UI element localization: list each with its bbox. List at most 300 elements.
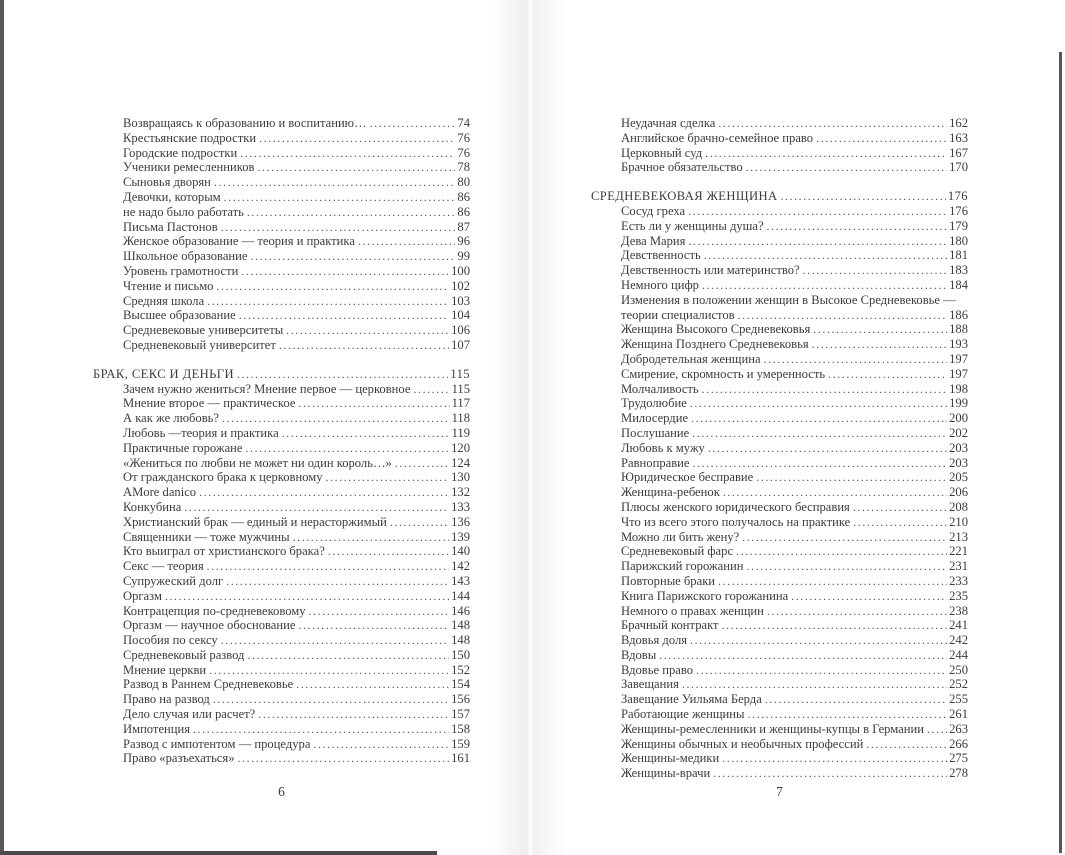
dot-leader <box>705 146 947 161</box>
toc-entry-title: Добродетельная женщина <box>621 351 761 366</box>
toc-entry-page: 255 <box>949 692 968 707</box>
toc-entry-page: 244 <box>949 647 968 662</box>
toc-entry-title: Женщины-врачи <box>621 766 711 781</box>
dot-leader <box>241 264 449 279</box>
dot-leader <box>746 160 947 175</box>
toc-entry-title: Женщины-ремесленники и женщины-купцы в Германии <box>621 721 924 736</box>
toc-entry-page: 154 <box>451 677 470 692</box>
toc-entry-title: Девственность или материнство? <box>621 263 800 278</box>
toc-entry <box>591 751 968 766</box>
toc-entry-title: Супружеский долг <box>123 573 224 588</box>
dot-leader <box>828 367 947 382</box>
toc-entry-title: Пособия по сексу <box>123 633 218 648</box>
toc-entry <box>591 337 968 352</box>
toc-entry-page: 261 <box>949 707 968 722</box>
dot-leader <box>239 308 449 323</box>
toc-entry-page: 96 <box>457 234 470 249</box>
toc-entry <box>93 633 470 648</box>
toc-entry-title: А как же любовь? <box>123 411 219 426</box>
dot-leader <box>704 248 947 263</box>
toc-entry <box>591 131 968 146</box>
toc-entry-title: Конкубина <box>123 499 182 514</box>
toc-entry-title: Работающие женщины <box>621 707 745 722</box>
toc-entry-title: Оргазм — научное обоснование <box>123 618 296 633</box>
toc-entry-page: 142 <box>451 559 470 574</box>
toc-entry-title: Парижский горожанин <box>621 559 744 574</box>
dot-leader <box>258 707 449 722</box>
toc-entry-title: От гражданского брака к церковному <box>123 470 323 485</box>
toc-entry-page: 203 <box>949 455 968 470</box>
right-page <box>530 0 1059 855</box>
toc-entry-title: Вдовья доля <box>621 633 688 648</box>
toc-entry-page: 210 <box>949 514 968 529</box>
dot-leader <box>853 500 947 515</box>
toc-entry-page: 132 <box>451 485 470 500</box>
toc-entry <box>93 485 470 500</box>
toc-entry-page: 188 <box>949 322 968 337</box>
toc-entry <box>93 116 470 131</box>
toc-entry-page: 136 <box>451 514 470 529</box>
toc-entry-page: 233 <box>949 573 968 588</box>
dot-leader <box>199 485 449 500</box>
dot-leader <box>207 294 449 309</box>
toc-entry-title: Неудачная сделка <box>621 116 716 130</box>
toc-entry-page: 197 <box>949 366 968 381</box>
toc-entry <box>93 308 470 323</box>
toc-entry-title: Практичные горожане <box>123 440 243 455</box>
book-edge-bottom <box>0 851 437 855</box>
dot-leader <box>702 278 947 293</box>
toc-entry <box>93 663 470 678</box>
toc-entry <box>591 441 968 456</box>
toc-entry <box>93 411 470 426</box>
toc-entry <box>93 234 470 249</box>
toc-entry <box>93 205 470 220</box>
toc-entry-title: Церковный суд <box>621 145 703 160</box>
toc-entry-title: Развод с импотентом — процедура <box>123 736 311 751</box>
dot-leader <box>682 677 947 692</box>
toc-entry <box>591 766 968 781</box>
toc-entry-title: Девочки, которым <box>123 189 221 204</box>
toc-entry-page: 181 <box>949 248 968 263</box>
toc-entry <box>591 308 968 323</box>
toc-entry <box>591 692 968 707</box>
dot-leader <box>222 411 450 426</box>
toc-entry <box>591 737 968 752</box>
toc-entry-page: 180 <box>949 233 968 248</box>
dot-leader <box>690 633 947 648</box>
toc-entry <box>591 677 968 692</box>
dot-leader <box>702 382 947 397</box>
toc-entry-page: 193 <box>949 337 968 352</box>
toc-entry-title: Средневековые университеты <box>123 323 284 338</box>
toc-entry-page: 74 <box>457 116 470 130</box>
toc-section-header-page: 115 <box>450 366 470 381</box>
dot-leader <box>816 131 947 146</box>
toc-entry-page: 99 <box>457 249 470 264</box>
toc-entry-title: Школьное образование <box>123 249 248 264</box>
toc-entry <box>591 559 968 574</box>
toc-entry <box>93 515 470 530</box>
toc-entry-title: Контрацепция по-средневековому <box>123 603 306 618</box>
dot-leader <box>688 204 947 219</box>
toc-entry-title: Девственность <box>621 248 701 263</box>
toc-entry-page: 231 <box>949 559 968 574</box>
toc-entry-page: 139 <box>451 529 470 544</box>
toc-entry-page: 159 <box>451 736 470 751</box>
toc-entry-page: 203 <box>949 440 968 455</box>
toc-entry-title: Женщина Высокого Средневековья <box>621 322 811 337</box>
toc-entry-page: 235 <box>949 588 968 603</box>
toc-entry-title: Дева Мария <box>621 233 686 248</box>
dot-leader <box>813 322 947 337</box>
toc-entry <box>93 559 470 574</box>
toc-entry <box>591 544 968 559</box>
toc-entry-title: Женщина-ребенок <box>621 485 720 500</box>
toc-entry-title: Книга Парижского горожанина <box>621 588 789 603</box>
toc-entry <box>591 146 968 161</box>
toc-entry <box>591 396 968 411</box>
toc-entry-title: Христианский брак — единый и нерасторжимый <box>123 514 387 529</box>
toc-entry-page: 130 <box>451 470 470 485</box>
toc-entry-page: 278 <box>949 766 968 781</box>
dot-leader <box>279 338 449 353</box>
toc-right <box>591 116 968 781</box>
dot-leader <box>691 411 947 426</box>
toc-entry <box>591 293 968 308</box>
dot-leader <box>413 382 449 397</box>
toc-entry <box>591 382 968 397</box>
toc-entry-page: 102 <box>451 278 470 293</box>
toc-entry <box>93 648 470 663</box>
dot-leader <box>688 234 947 249</box>
toc-entry <box>591 515 968 530</box>
toc-entry-title: Импотенция <box>123 721 191 736</box>
dot-leader <box>370 116 456 131</box>
toc-entry <box>591 367 968 382</box>
dot-leader <box>328 544 449 559</box>
dot-leader <box>692 426 947 441</box>
toc-section-header <box>591 189 968 204</box>
toc-entry-page: 205 <box>949 470 968 485</box>
toc-entry <box>591 116 968 131</box>
toc-entry-title: Женское образование — теория и практика <box>123 234 355 249</box>
toc-entry-title: Крестьянские подростки <box>123 130 257 145</box>
toc-entry-page: 76 <box>457 130 470 145</box>
toc-entry-title: Сосуд греха <box>621 203 686 218</box>
toc-entry <box>93 441 470 456</box>
toc-entry-title: Есть ли у женщины душа? <box>621 218 764 233</box>
toc-entry <box>93 175 470 190</box>
toc-entry <box>93 382 470 397</box>
dot-leader <box>251 249 456 264</box>
dot-leader <box>723 485 947 500</box>
toc-entry-title: Завещание Уильяма Берда <box>621 692 762 707</box>
toc-entry-title: Что из всего этого получалось на практике <box>621 514 851 529</box>
dot-leader <box>165 589 449 604</box>
toc-entry <box>93 751 470 766</box>
toc-entry-title: Изменения в положении женщин в Высокое Средневековье — <box>621 292 956 307</box>
toc-entry <box>591 485 968 500</box>
toc-entry-title: Женщины обычных и необычных профессий <box>621 736 864 751</box>
toc-entry <box>591 160 968 175</box>
toc-entry-page: 158 <box>451 721 470 736</box>
toc-entry <box>93 396 470 411</box>
toc-entry-page: 242 <box>949 633 968 648</box>
toc-entry-page: 163 <box>949 130 968 145</box>
page-number-left: 6 <box>278 784 285 799</box>
toc-entry-title: Послушание <box>621 425 690 440</box>
dot-leader <box>298 618 449 633</box>
toc-entry-page: 124 <box>451 455 470 470</box>
toc-entry <box>591 618 968 633</box>
toc-entry-page: 156 <box>451 692 470 707</box>
toc-entry-page: 118 <box>451 411 470 426</box>
toc-entry-page: 208 <box>949 499 968 514</box>
dot-leader <box>780 189 945 204</box>
dot-leader <box>708 441 947 456</box>
dot-leader <box>226 574 449 589</box>
dot-leader <box>736 544 947 559</box>
toc-entry <box>591 648 968 663</box>
toc-entry-page: 161 <box>451 751 470 766</box>
dot-leader <box>767 604 947 619</box>
toc-entry <box>93 294 470 309</box>
toc-entry-page: 241 <box>949 618 968 633</box>
dot-leader <box>696 663 947 678</box>
toc-entry-page: 119 <box>451 425 470 440</box>
toc-entry-title: «Жениться по любви не может ни один король…» <box>123 455 392 470</box>
dot-leader <box>313 737 449 752</box>
toc-entry-page: 206 <box>949 485 968 500</box>
toc-entry-page: 197 <box>949 351 968 366</box>
toc-entry <box>93 470 470 485</box>
toc-entry <box>93 220 470 235</box>
toc-entry-page: 150 <box>451 647 470 662</box>
toc-entry-title: Ученики ремесленников <box>123 160 255 175</box>
toc-entry-page: 100 <box>451 263 470 278</box>
toc-entry-title: Немного цифр <box>621 277 699 292</box>
toc-entry-page: 275 <box>949 751 968 766</box>
toc-entry-page: 143 <box>451 573 470 588</box>
toc-entry-title: AMore danico <box>123 485 197 500</box>
toc-section-header-title: БРАК, СЕКС И ДЕНЬГИ <box>93 366 234 381</box>
toc-entry-title: Оргазм <box>123 588 162 603</box>
toc-entry <box>93 146 470 161</box>
toc-entry-title: Секс — теория <box>123 559 204 574</box>
toc-entry <box>591 707 968 722</box>
dot-leader <box>358 234 455 249</box>
toc-entry-page: 198 <box>949 381 968 396</box>
dot-leader <box>259 131 455 146</box>
toc-entry-title: Завещания <box>621 677 679 692</box>
toc-entry <box>93 456 470 471</box>
dot-leader <box>738 308 948 323</box>
dot-leader <box>722 618 948 633</box>
toc-entry <box>591 278 968 293</box>
dot-leader <box>221 633 449 648</box>
toc-entry-title: Кто выиграл от христианского брака? <box>123 544 325 559</box>
toc-entry-page: 146 <box>451 603 470 618</box>
toc-entry-title: Трудолюбие <box>621 396 687 411</box>
toc-entry-title: Можно ли бить жену? <box>621 529 740 544</box>
toc-entry <box>93 722 470 737</box>
dot-leader <box>767 219 948 234</box>
dot-leader <box>742 530 947 545</box>
dot-leader <box>207 559 449 574</box>
dot-leader <box>246 441 450 456</box>
toc-entry <box>591 248 968 263</box>
toc-entry <box>591 722 968 737</box>
toc-entry-page: 186 <box>949 307 968 322</box>
toc-entry <box>93 131 470 146</box>
toc-entry <box>93 264 470 279</box>
toc-entry <box>93 426 470 441</box>
toc-entry <box>93 737 470 752</box>
dot-leader <box>216 279 449 294</box>
toc-entry <box>93 618 470 633</box>
dot-leader <box>713 766 947 781</box>
dot-leader <box>747 707 947 722</box>
dot-leader <box>214 175 455 190</box>
toc-entry-page: 170 <box>949 160 968 175</box>
toc-entry <box>591 500 968 515</box>
dot-leader <box>221 220 456 235</box>
dot-leader <box>659 648 947 663</box>
toc-entry <box>591 633 968 648</box>
toc-entry <box>591 589 968 604</box>
dot-leader <box>240 146 455 161</box>
dot-leader <box>238 751 450 766</box>
toc-entry-page: 86 <box>457 189 470 204</box>
toc-entry-page: 80 <box>457 175 470 190</box>
toc-entry-page: 176 <box>949 203 968 218</box>
toc-entry-page: 183 <box>949 263 968 278</box>
toc-entry-page: 221 <box>949 544 968 559</box>
toc-entry <box>93 574 470 589</box>
toc-entry-page: 238 <box>949 603 968 618</box>
toc-entry-page: 103 <box>451 293 470 308</box>
toc-entry-page: 78 <box>457 160 470 175</box>
toc-entry-page: 76 <box>457 145 470 160</box>
toc-entry-page: 140 <box>451 544 470 559</box>
toc-entry-page: 106 <box>451 323 470 338</box>
toc-entry-page: 184 <box>949 277 968 292</box>
toc-entry-page: 200 <box>949 411 968 426</box>
toc-entry <box>591 352 968 367</box>
toc-entry-page: 120 <box>451 440 470 455</box>
toc-entry-page: 117 <box>451 396 470 411</box>
toc-entry-title: не надо было работать <box>123 204 244 219</box>
toc-entry <box>93 707 470 722</box>
toc-entry-title: Мнение церкви <box>123 662 207 677</box>
toc-entry <box>93 160 470 175</box>
toc-entry-page: 107 <box>451 337 470 352</box>
toc-entry-title: Средневековый развод <box>123 647 245 662</box>
toc-entry <box>93 500 470 515</box>
toc-entry <box>591 604 968 619</box>
dot-leader <box>209 663 449 678</box>
toc-entry-page: 157 <box>451 707 470 722</box>
toc-entry-page: 162 <box>949 116 968 130</box>
toc-left <box>93 116 470 766</box>
dot-leader <box>756 470 947 485</box>
dot-leader <box>853 515 947 530</box>
toc-entry-title: Средневековый фарс <box>621 544 734 559</box>
toc-entry-title: Возвращаясь к образованию и воспитанию… <box>123 116 367 130</box>
toc-entry <box>93 677 470 692</box>
dot-leader <box>213 692 449 707</box>
dot-leader <box>718 116 947 131</box>
toc-entry-title: Священники — тоже мужчины <box>123 529 290 544</box>
toc-entry-title: теории специалистов <box>621 307 735 322</box>
toc-entry <box>93 190 470 205</box>
dot-leader <box>298 396 449 411</box>
toc-entry-title: Вдовы <box>621 647 657 662</box>
dot-leader <box>746 559 947 574</box>
toc-entry-page: 213 <box>949 529 968 544</box>
toc-entry-title: Чтение и письмо <box>123 278 214 293</box>
toc-entry <box>591 234 968 249</box>
toc-entry-title: Брачный контракт <box>621 618 719 633</box>
dot-leader <box>224 190 456 205</box>
toc-entry <box>591 574 968 589</box>
toc-entry-title: Вдовье право <box>621 662 694 677</box>
dot-leader <box>282 426 450 441</box>
dot-leader <box>258 160 456 175</box>
toc-entry <box>591 663 968 678</box>
toc-entry-page: 87 <box>457 219 470 234</box>
toc-entry-page: 148 <box>451 633 470 648</box>
toc-entry-title: Брачное обязательство <box>621 160 743 175</box>
toc-entry-title: Зачем нужно жениться? Мнение первое — церковное <box>123 381 411 396</box>
dot-leader <box>286 323 449 338</box>
toc-entry-page: 133 <box>451 499 470 514</box>
toc-entry-title: Средневековый университет <box>123 337 276 352</box>
dot-leader <box>718 574 947 589</box>
toc-entry-page: 199 <box>949 396 968 411</box>
dot-leader <box>184 500 449 515</box>
toc-entry-title: Любовь —теория и практика <box>123 425 279 440</box>
dot-leader <box>309 604 450 619</box>
dot-leader <box>395 456 449 471</box>
toc-entry <box>93 249 470 264</box>
toc-entry-title: Смирение, скромность и умеренность <box>621 366 826 381</box>
toc-entry-title: Плюсы женского юридического бесправия <box>621 499 850 514</box>
toc-entry <box>93 692 470 707</box>
toc-entry-title: Городские подростки <box>123 145 238 160</box>
toc-entry-page: 152 <box>451 662 470 677</box>
dot-leader <box>764 352 948 367</box>
toc-entry-title: Повторные браки <box>621 573 716 588</box>
toc-entry <box>93 589 470 604</box>
toc-entry <box>93 604 470 619</box>
toc-entry-page: 144 <box>451 588 470 603</box>
toc-entry <box>591 263 968 278</box>
toc-entry <box>591 322 968 337</box>
toc-entry-title: Уровень грамотности <box>123 263 239 278</box>
toc-entry-title: Равноправие <box>621 455 690 470</box>
dot-leader <box>237 367 448 382</box>
dot-leader <box>293 530 450 545</box>
toc-entry-title: Молчаливость <box>621 381 699 396</box>
toc-entry-page: 115 <box>451 381 470 396</box>
dot-leader <box>791 589 947 604</box>
book-edge-left <box>0 0 4 855</box>
toc-entry <box>591 411 968 426</box>
toc-entry <box>591 456 968 471</box>
dot-leader <box>247 205 456 220</box>
